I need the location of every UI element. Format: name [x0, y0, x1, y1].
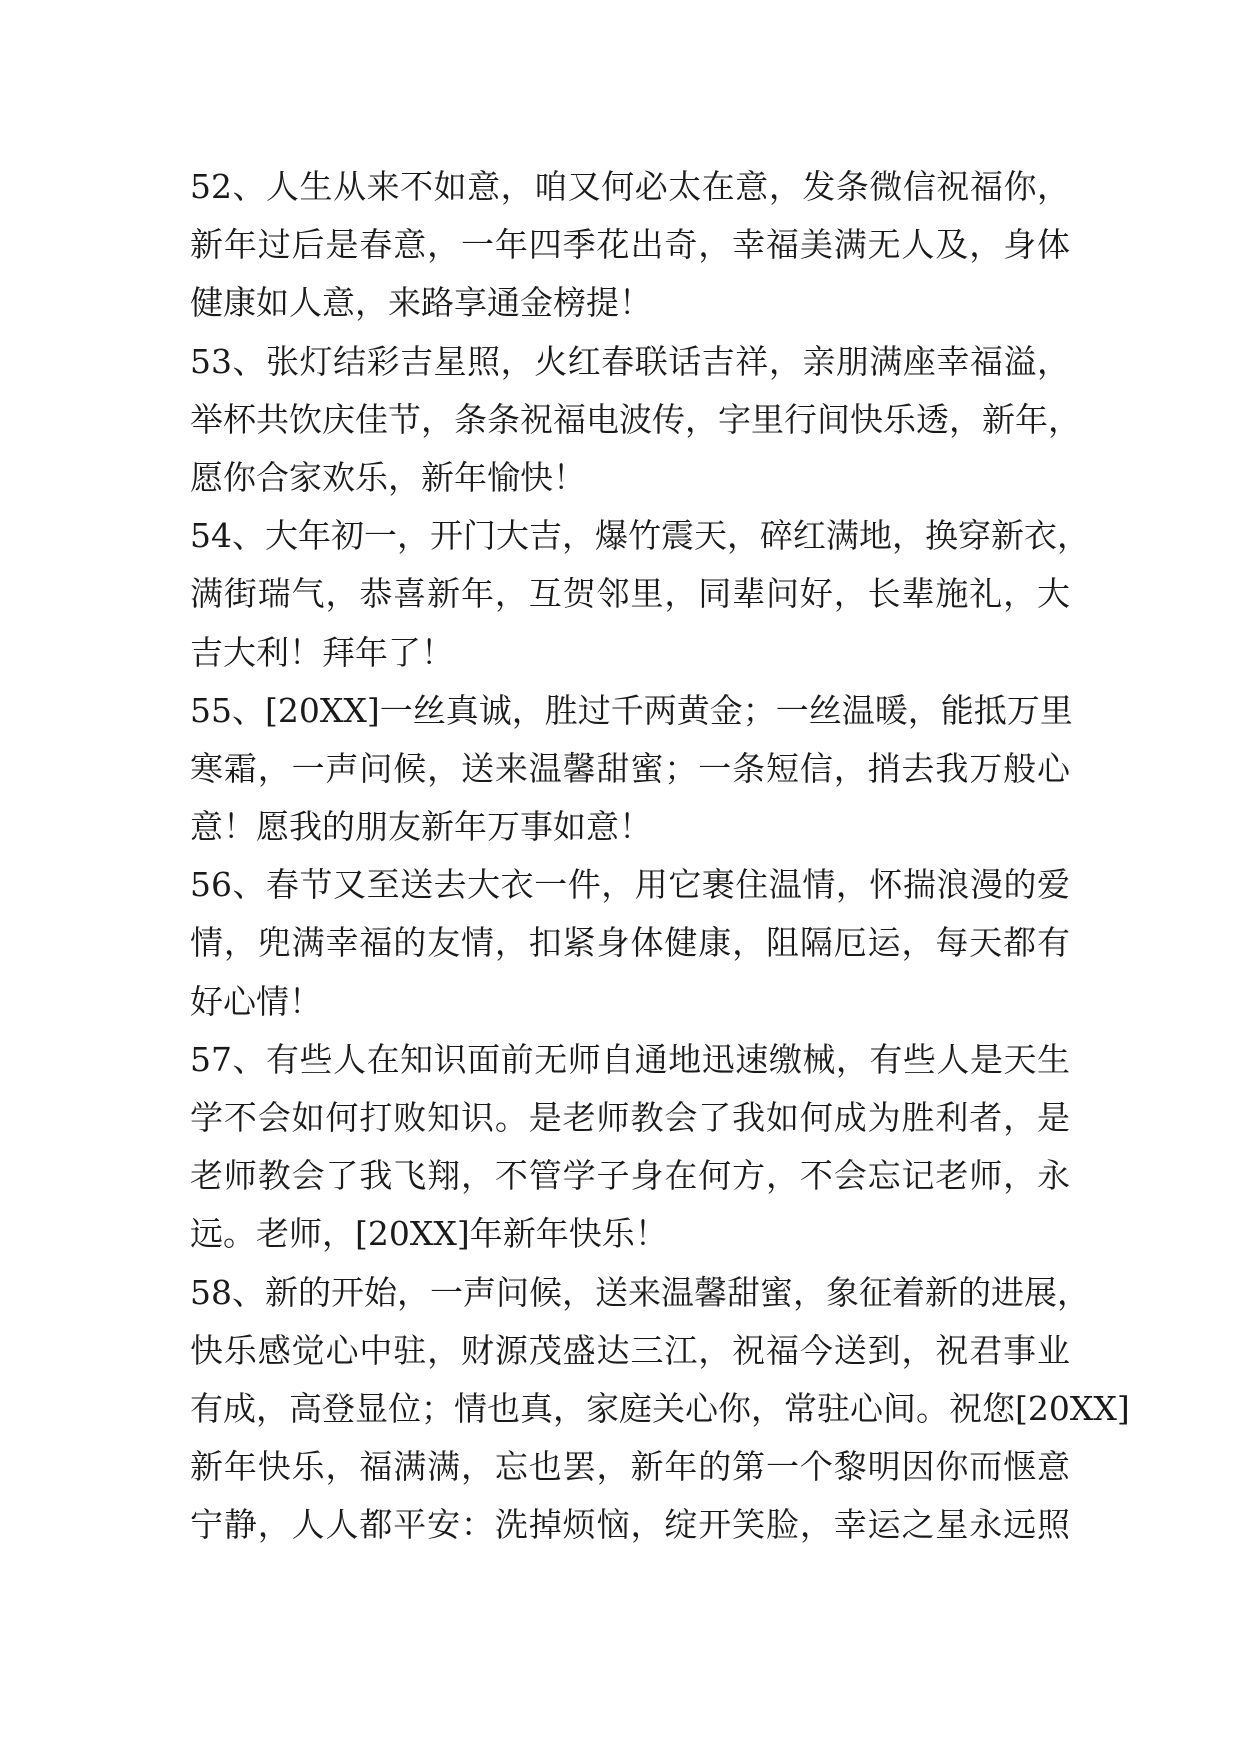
text-line: 55、[20XX]一丝真诚，胜过千两黄金；一丝温暖，能抵万里	[190, 690, 1073, 730]
text-line: 满街瑞气，恭喜新年，互贺邻里，同辈问好，长辈施礼，大	[190, 574, 1070, 614]
text-line: 56、春节又至送去大衣一件，用它裹住温情，怀揣浪漫的爱	[190, 865, 1070, 905]
text-line: 举杯共饮庆佳节，条条祝福电波传，字里行间快乐透，新年，	[190, 399, 1081, 439]
text-line: 意！愿我的朋友新年万事如意！	[190, 807, 652, 847]
text-line: 寒霜，一声问候，送来温馨甜蜜；一条短信，捎去我万般心	[190, 748, 1070, 788]
text-line: 有成，高登显位；情也真，家庭关心你，常驻心间。祝您[20XX]	[190, 1388, 1130, 1428]
text-line: 吉大利！拜年了！	[190, 632, 454, 672]
text-line: 58、新的开始，一声问候，送来温馨甜蜜，象征着新的进展，	[190, 1272, 1090, 1312]
text-line: 远。老师，[20XX]年新年快乐！	[190, 1214, 668, 1254]
text-line: 宁静，人人都平安：洗掉烦恼，绽开笑脸，幸运之星永远照	[190, 1505, 1070, 1545]
text-line: 学不会如何打败知识。是老师教会了我如何成为胜利者，是	[190, 1098, 1070, 1137]
text-line: 53、张灯结彩吉星照，火红春联话吉祥，亲朋满座幸福溢，	[190, 341, 1070, 381]
text-line: 快乐感觉心中驻，财源茂盛达三江，祝福今送到，祝君事业	[190, 1330, 1070, 1370]
text-line: 57、有些人在知识面前无师自通地迅速缴械，有些人是天生	[190, 1039, 1070, 1079]
text-line: 52、人生从来不如意，咱又何必太在意，发条微信祝福你，	[190, 167, 1070, 206]
text-line: 54、大年初一，开门大吉，爆竹震天，碎红满地，换穿新衣，	[190, 516, 1090, 556]
document-body	[190, 158, 1130, 1555]
text-line: 情，兜满幸福的友情，扣紧身体健康，阻隔厄运，每天都有	[190, 923, 1070, 963]
text-line: 好心情！	[190, 981, 322, 1021]
text-line: 老师教会了我飞翔，不管学子身在何方，不会忘记老师，永	[190, 1156, 1070, 1196]
text-line: 新年过后是春意，一年四季花出奇，幸福美满无人及，身体	[190, 225, 1070, 265]
text-line: 愿你合家欢乐，新年愉快！	[190, 457, 586, 497]
text-line: 健康如人意，来路享通金榜提！	[190, 283, 652, 323]
text-line: 新年快乐，福满满，忘也罢，新年的第一个黎明因你而惬意	[190, 1447, 1070, 1487]
